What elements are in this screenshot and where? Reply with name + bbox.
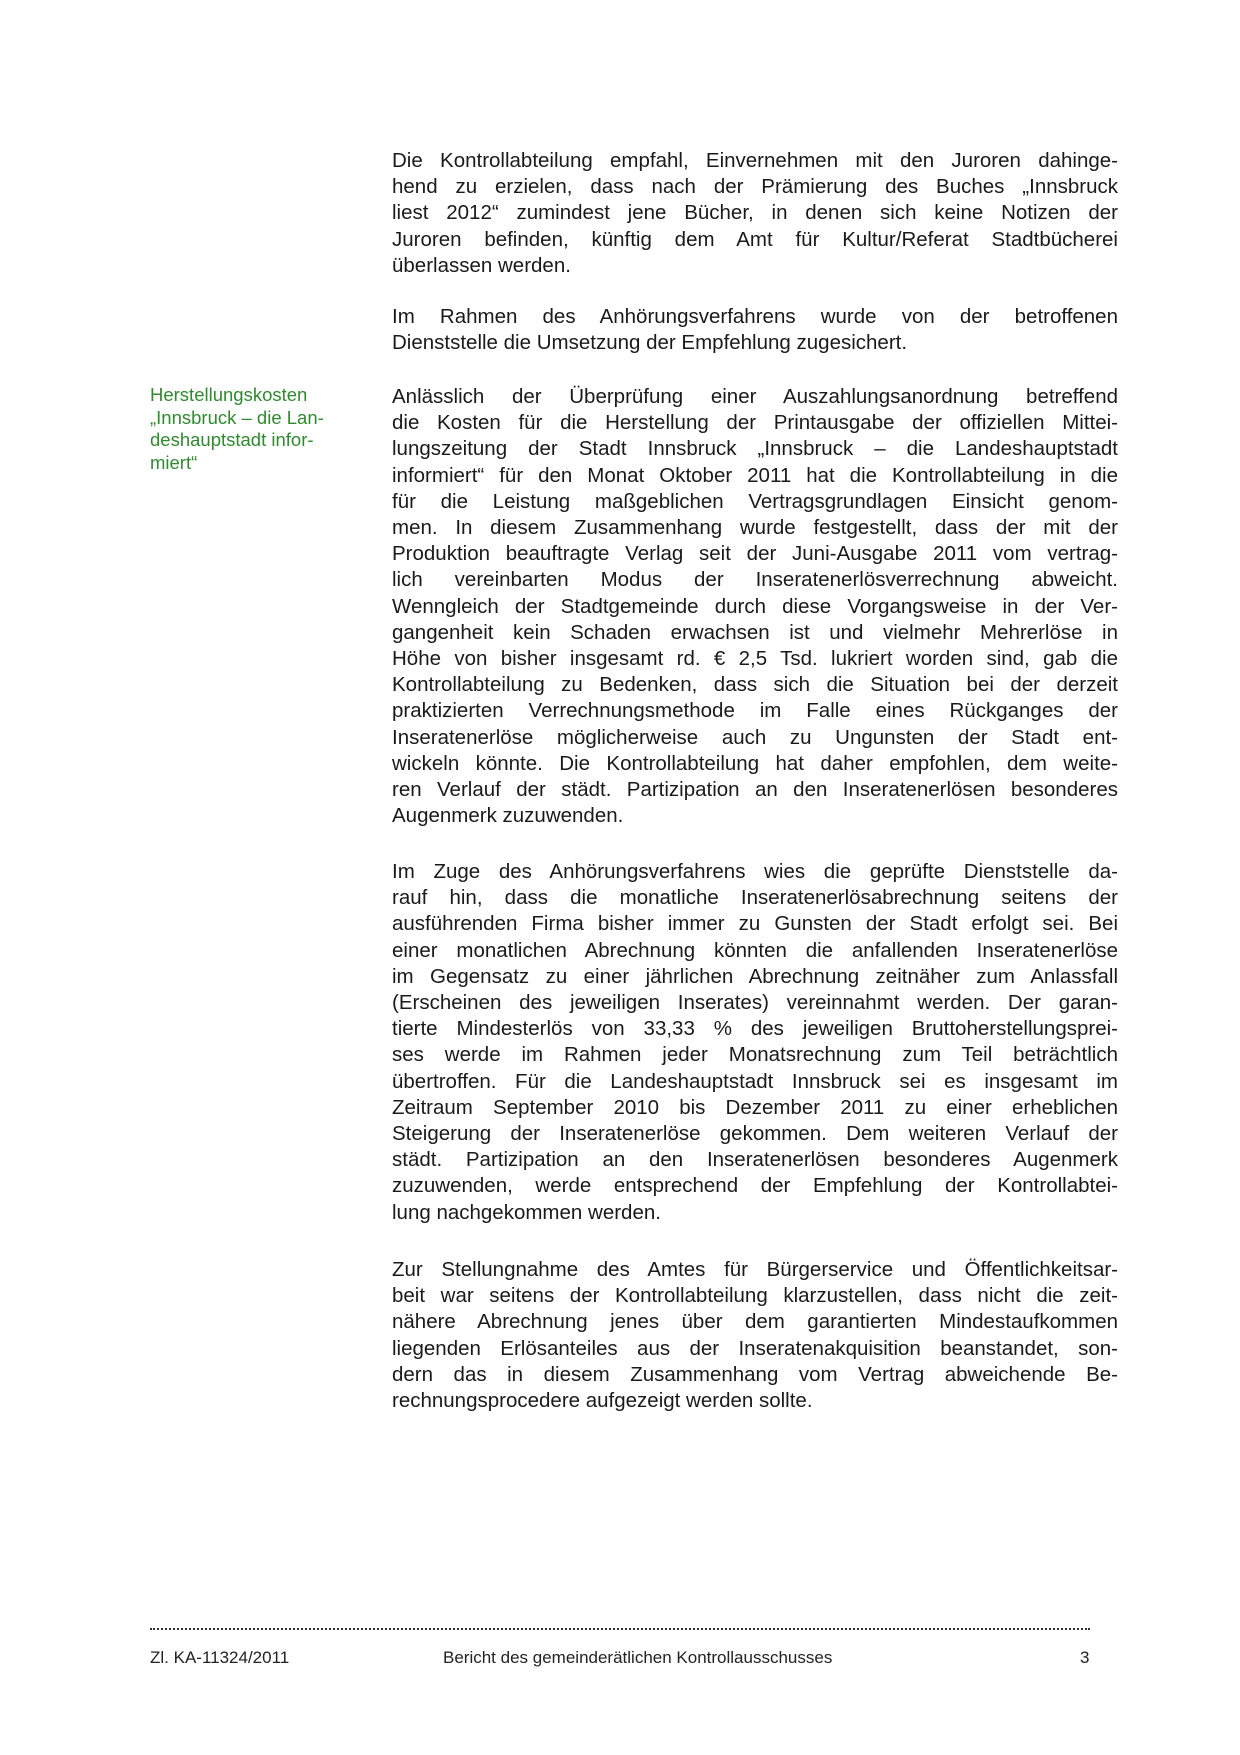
text-line: wickeln könnte. Die Kontrollabteilung hat daher empfohlen, dem weite- xyxy=(392,751,1118,775)
text-line: ren Verlauf der städt. Partizipation an den Inseratenerlösen besonderes xyxy=(392,778,1118,802)
text-line: Produktion beauftragte Verlag seit der Juni-Ausgabe 2011 vom vertrag- xyxy=(392,542,1118,566)
text-line: nähere Abrechnung jenes über dem garantierten Mindestaufkommen xyxy=(392,1310,1118,1334)
text-line: zuzuwenden, werde entsprechend der Empfehlung der Kontrollabtei- xyxy=(392,1174,1118,1198)
text-line: informiert“ für den Monat Oktober 2011 hat die Kontrollabteilung in die xyxy=(392,463,1118,487)
text-line: Höhe von bisher insgesamt rd. € 2,5 Tsd. lukriert worden sind, gab die xyxy=(392,647,1118,671)
text-line: im Gegensatz zu einer jährlichen Abrechnung zeitnäher zum Anlassfall xyxy=(392,964,1118,988)
text-line: beit war seitens der Kontrollabteilung klarzustellen, dass nicht die zeit- xyxy=(392,1284,1118,1308)
text-line: Die Kontrollabteilung empfahl, Einvernehmen mit den Juroren dahinge- xyxy=(392,149,1118,172)
text-line: Zur Stellungnahme des Amtes für Bürgerservice und Öffentlichkeitsar- xyxy=(392,1258,1118,1281)
text-line: Im Rahmen des Anhörungsverfahrens wurde von der betroffenen xyxy=(392,305,1118,328)
text-line: tierte Mindesterlös von 33,33 % des jeweiligen Bruttoherstellungsprei- xyxy=(392,1017,1118,1041)
text-line: Anlässlich der Überprüfung einer Auszahlungsanordnung betreffend xyxy=(392,385,1118,408)
text-line: Im Zuge des Anhörungsverfahrens wies die geprüfte Dienststelle da- xyxy=(392,860,1118,883)
text-line: Juroren befinden, künftig dem Amt für Kultur/Referat Stadtbücherei xyxy=(392,227,1118,251)
text-line: Wenngleich der Stadtgemeinde durch diese Vorgangsweise in der Ver- xyxy=(392,594,1118,618)
margin-note-line: „Innsbruck – die Lan- xyxy=(150,406,324,428)
report-title: Bericht des gemeinderätlichen Kontrollausschusses xyxy=(443,1648,833,1667)
text-line: liest 2012“ zumindest jene Bücher, in denen sich keine Notizen der xyxy=(392,201,1118,225)
text-line: rechnungsprocedere aufgezeigt werden sollte. xyxy=(392,1389,813,1413)
paragraph-1 xyxy=(392,148,1118,279)
text-line: lungszeitung der Stadt Innsbruck „Innsbruck – die Landeshauptstadt xyxy=(392,437,1118,461)
footer-divider xyxy=(150,1628,1090,1630)
paragraph-5 xyxy=(392,1257,1118,1414)
text-line: Inseratenerlöse möglicherweise auch zu Ungunsten der Stadt ent- xyxy=(392,725,1118,749)
paragraph-4 xyxy=(392,859,1118,1226)
text-line: einer monatlichen Abrechnung könnten die anfallenden Inseratenerlöse xyxy=(392,938,1118,962)
text-line: für die Leistung maßgeblichen Vertragsgrundlagen Einsicht genom- xyxy=(392,489,1118,513)
text-line: rauf hin, dass die monatliche Inseratenerlösabrechnung seitens der xyxy=(392,886,1118,910)
margin-note-line: deshauptstadt infor- xyxy=(150,429,314,450)
text-line: überlassen werden. xyxy=(392,253,571,277)
text-line: Augenmerk zuzuwenden. xyxy=(392,804,624,828)
margin-note-line: miert“ xyxy=(150,451,198,473)
text-line: gangenheit kein Schaden erwachsen ist und vielmehr Mehrerlöse in xyxy=(392,620,1118,644)
margin-note-line: Herstellungskosten xyxy=(150,384,308,405)
text-line: Kontrollabteilung zu Bedenken, dass sich die Situation bei der derzeit xyxy=(392,673,1118,697)
paragraph-2 xyxy=(392,304,1118,356)
text-line: hend zu erzielen, dass nach der Prämierung des Buches „Innsbruck xyxy=(392,175,1118,199)
margin-note xyxy=(150,384,350,474)
text-line: Steigerung der Inseratenerlöse gekommen. Dem weiteren Verlauf der xyxy=(392,1122,1118,1146)
paragraph-3 xyxy=(392,384,1118,829)
text-line: Zeitraum September 2010 bis Dezember 2011 zu einer erheblichen xyxy=(392,1095,1118,1119)
text-line: (Erscheinen des jeweiligen Inserates) vereinnahmt werden. Der garan- xyxy=(392,991,1118,1015)
text-line: ausführenden Firma bisher immer zu Gunsten der Stadt erfolgt sei. Bei xyxy=(392,912,1118,936)
text-line: lich vereinbarten Modus der Inseratenerlösverrechnung abweicht. xyxy=(392,568,1118,592)
text-line: liegenden Erlösanteiles aus der Inseratenakquisition beanstandet, son- xyxy=(392,1336,1118,1360)
text-line: praktizierten Verrechnungsmethode im Falle eines Rückganges der xyxy=(392,699,1118,723)
document-reference: Zl. KA-11324/2011 xyxy=(150,1648,290,1667)
text-line: übertroffen. Für die Landeshauptstadt Innsbruck sei es insgesamt im xyxy=(392,1069,1118,1093)
text-line: Dienststelle die Umsetzung der Empfehlung zugesichert. xyxy=(392,331,908,355)
text-line: men. In diesem Zusammenhang wurde festgestellt, dass der mit der xyxy=(392,516,1118,540)
text-line: die Kosten für die Herstellung der Printausgabe der offiziellen Mittei- xyxy=(392,411,1118,435)
text-line: städt. Partizipation an den Inseratenerlösen besonderes Augenmerk xyxy=(392,1148,1118,1172)
page-number: 3 xyxy=(1080,1648,1090,1667)
text-line: lung nachgekommen werden. xyxy=(392,1200,661,1224)
text-line: dern das in diesem Zusammenhang vom Vertrag abweichende Be- xyxy=(392,1362,1118,1386)
text-line: ses werde im Rahmen jeder Monatsrechnung zum Teil beträchtlich xyxy=(392,1043,1118,1067)
